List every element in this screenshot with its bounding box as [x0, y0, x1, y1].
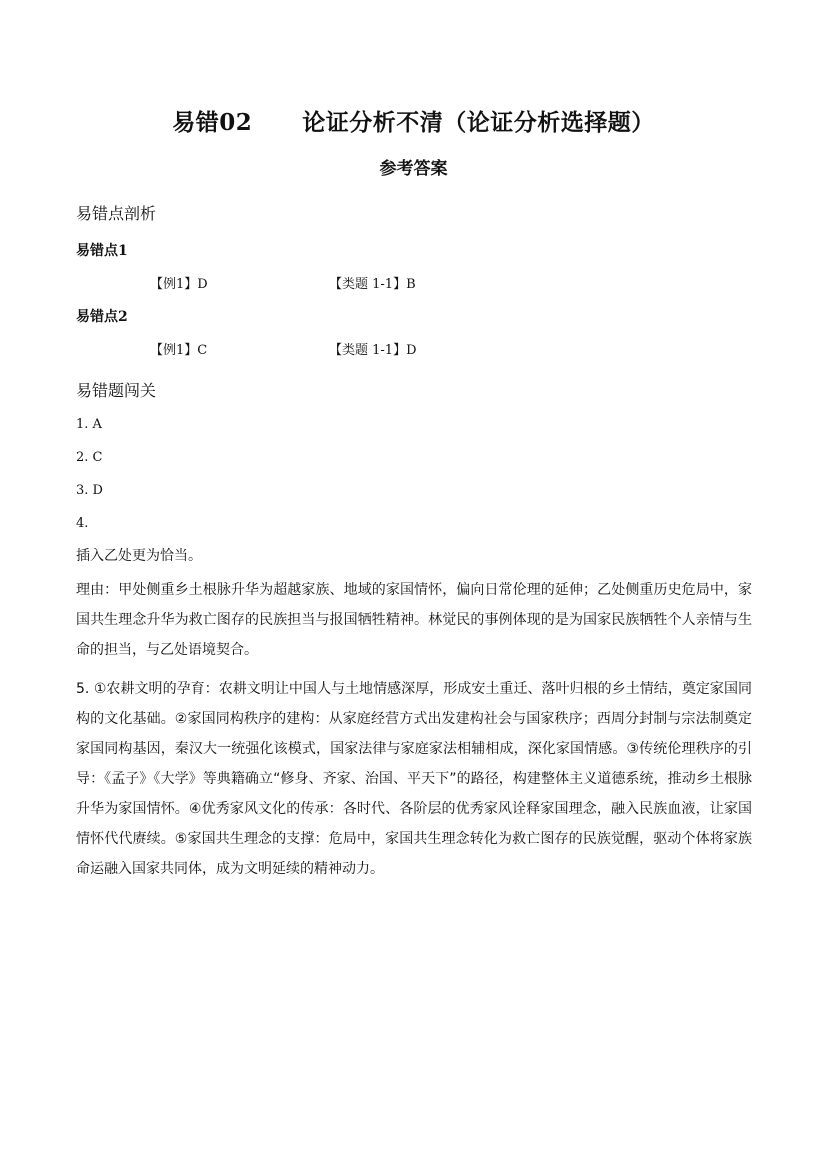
error-point-1-similar-answer: 【类题 1-1】B: [329, 277, 416, 292]
answer-2: 2. C: [76, 450, 103, 465]
error-point-2-label: 易错点2: [76, 309, 128, 325]
answer-1: 1. A: [76, 417, 102, 432]
answer-3: 3. D: [76, 483, 103, 498]
error-point-1-example-answer: 【例1】D: [150, 277, 208, 292]
answer-4-number: 4.: [76, 516, 89, 531]
error-point-1-label: 易错点1: [76, 243, 128, 259]
section-heading-practice: 易错题闯关: [76, 381, 157, 400]
answer-4-reason: 理由：甲处侧重乡土根脉升华为超越家族、地域的家国情怀，偏向日常伦理的延伸；乙处侧重历史危局中，家国共生理念升华为救亡图存的民族担当与报国牺牲精神。林觉民的事例体现的是为国家民族牺牲个人亲情与生命的担当，与乙处语境契合。: [76, 582, 752, 658]
answer-5: 5. ①农耕文明的孕育：农耕文明让中国人与土地情感深厚，形成安土重迁、落叶归根的乡土情结，奠定家国同构的文化基础。②家国同构秩序的建构：从家庭经营方式出发建构社会与国家秩序；西周分封制与宗法制奠定家国同构基因，秦汉大一统强化该模式，国家法律与家庭家法相辅相成，深化家国情感。③传统伦理秩序的引导：《孟子》《大学》等典籍确立“修身、齐家、治国、平天下”的路径，构建整体主义道德系统，推动乡土根脉升华为家国情怀。④优秀家风文化的传承：各时代、各阶层的优秀家风诠释家国理念，融入民族血液，让家国情怀代代赓续。⑤家国共生理念的支撑：危局中，家国共生理念转化为救亡图存的民族觉醒，驱动个体将家族命运融入国家共同体，成为文明延续的精神动力。: [76, 681, 752, 877]
error-point-2-similar-answer: 【类题 1-1】D: [329, 343, 417, 358]
page-subtitle: 参考答案: [379, 159, 448, 179]
error-point-2-example-answer: 【例1】C: [150, 343, 208, 358]
section-heading-analysis: 易错点剖析: [76, 204, 157, 223]
page-title: [0, 104, 827, 137]
title-topic: 论证分析不清（论证分析选择题）: [302, 109, 655, 136]
title-code: 易错02: [172, 109, 253, 136]
answer-4-conclusion: 插入乙处更为恰当。: [76, 548, 202, 564]
